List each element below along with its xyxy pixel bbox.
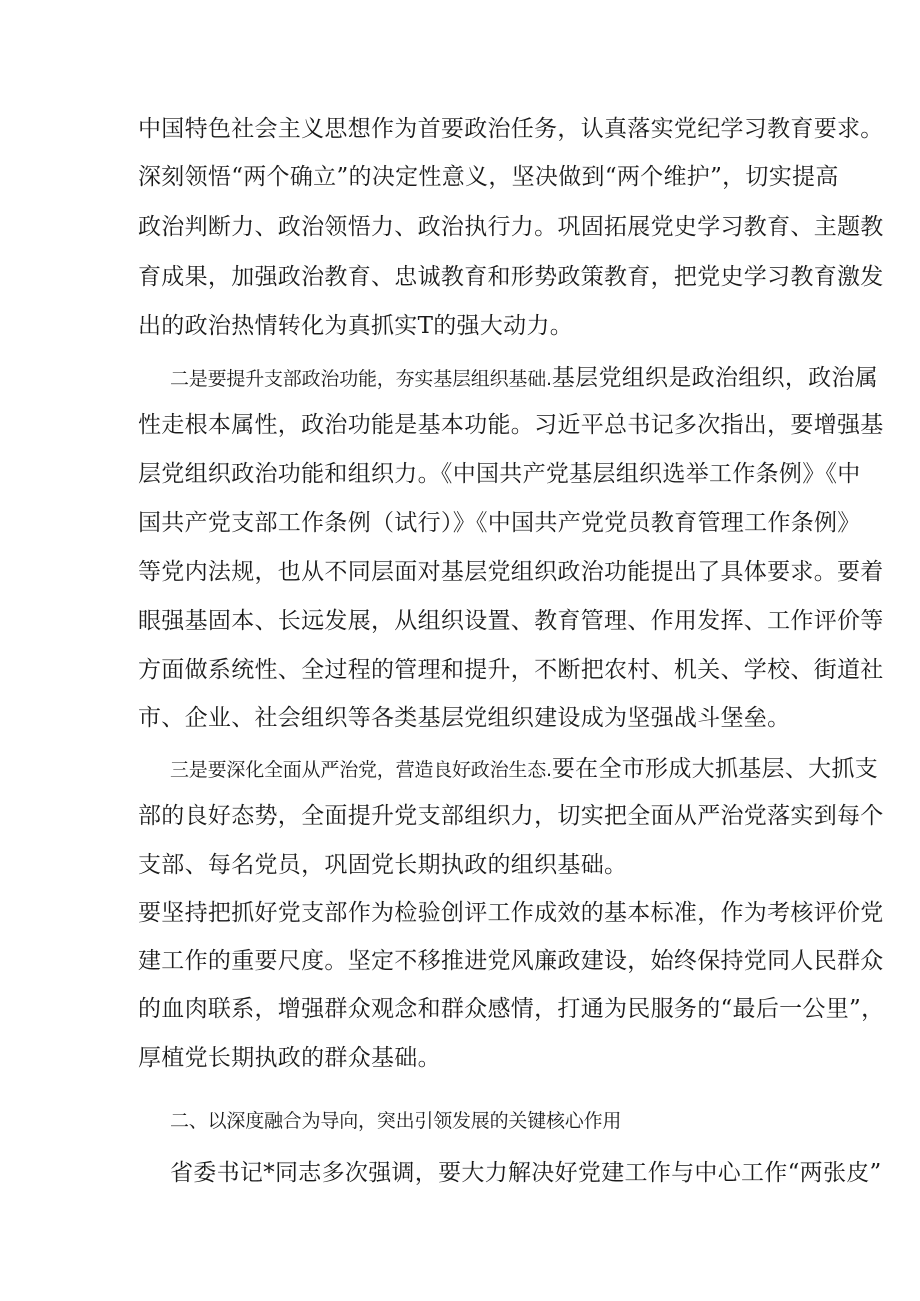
- paragraph-line: 支部、每名党员，巩固党长期执政的组织基础。: [138, 852, 628, 878]
- paragraph-line: 市、企业、社会组织等各类基层党组织建设成为坚强战斗堡垒。: [138, 705, 791, 731]
- paragraph-lead-heading: 三是要深化全面从严治党，营造良好政治生态.: [170, 759, 552, 781]
- paragraph-line: 部的良好态势，全面提升党支部组织力，切实把全面从严治党落实到每个: [138, 803, 884, 829]
- paragraph-line: 的血肉联系，增强群众观念和群众感情，打通为民服务的“最后一公里”，: [138, 996, 885, 1022]
- paragraph-lead-heading: 二是要提升支部政治功能，夯实基层组织基础.: [170, 368, 552, 390]
- paragraph-line: 等党内法规，也从不同层面对基层党组织政治功能提出了具体要求。要着: [138, 559, 884, 585]
- paragraph-line: 出的政治热情转化为真抓实T的强大动力。: [138, 313, 574, 339]
- paragraph-line: 厚植党长期执政的群众基础。: [138, 1045, 441, 1071]
- paragraph-line: [170, 363, 878, 394]
- paragraph-line: 中国特色社会主义思想作为首要政治任务，认真落实党纪学习教育要求。: [138, 116, 884, 142]
- paragraph-text: 要在全市形成大抓基层、大抓支: [551, 756, 879, 782]
- paragraph-text: 基层党组织是政治组织，政治属: [551, 365, 879, 391]
- paragraph-line: 眼强基固本、长远发展，从组织设置、教育管理、作用发挥、工作评价等: [138, 608, 884, 634]
- paragraph-line: 深刻领悟“两个确立”的决定性意义，坚决做到“两个维护”，切实提高: [138, 164, 839, 190]
- section-heading: 二、以深度融合为导向，突出引领发展的关键核心作用: [170, 1110, 622, 1132]
- paragraph-line: 国共产党支部工作条例（试行）》《中国共产党党员教育管理工作条例》: [138, 510, 861, 536]
- paragraph-line: 政治判断力、政治领悟力、政治执行力。巩固拓展党史学习教育、主题教: [138, 214, 884, 240]
- paragraph-line: 性走根本属性，政治功能是基本功能。习近平总书记多次指出，要增强基: [138, 412, 884, 438]
- paragraph-line: 方面做系统性、全过程的管理和提升，不断把农村、机关、学校、街道社: [138, 657, 884, 683]
- paragraph-line: 育成果，加强政治教育、忠诚教育和形势政策教育，把党史学习教育激发: [138, 264, 884, 290]
- paragraph-line: [170, 754, 878, 785]
- paragraph-line: 要坚持把抓好党支部作为检验创评工作成效的基本标准，作为考核评价党: [138, 900, 884, 926]
- paragraph-line: 层党组织政治功能和组织力。《中国共产党基层组织选举工作条例》《中: [138, 461, 861, 487]
- paragraph-line: 省委书记*同志多次强调，要大力解决好党建工作与中心工作“两张皮”: [170, 1160, 882, 1186]
- paragraph-line: 建工作的重要尺度。坚定不移推进党风廉政建设，始终保持党同人民群众: [138, 948, 884, 974]
